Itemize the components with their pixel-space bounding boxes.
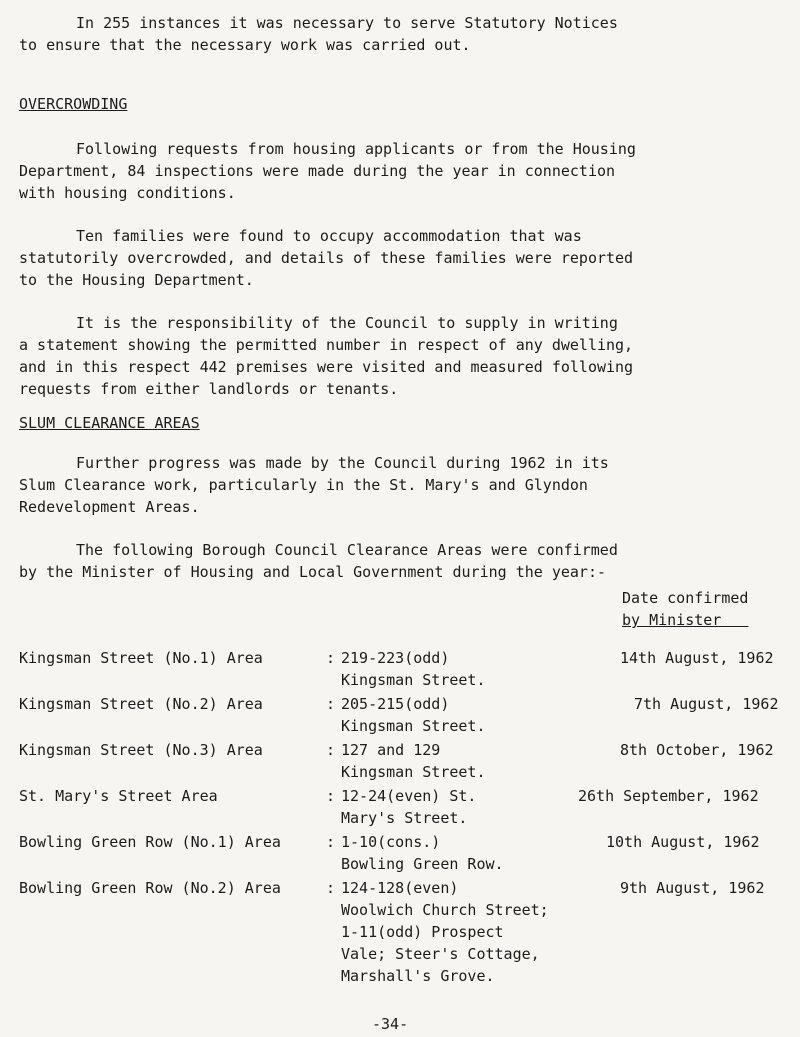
slum-clearance-heading: SLUM CLEARANCE AREAS (19, 414, 200, 432)
separator: : (326, 741, 336, 759)
intro-line-2: to ensure that the necessary work was carried out. (19, 36, 471, 54)
overcrowding-para2-line-1: Ten families were found to occupy accommodation that was (76, 227, 582, 245)
separator: : (326, 879, 336, 897)
overcrowding-para2-line-3: to the Housing Department. (19, 271, 254, 289)
overcrowding-para3-line-3: and in this respect 442 premises were visited and measured following (19, 358, 634, 376)
separator: : (326, 833, 336, 851)
date-confirmed: 10th August, 1962 (606, 833, 760, 851)
date-confirmed: 26th September, 1962 (578, 787, 759, 805)
slum-para1-line-1: Further progress was made by the Council during 1962 in its (76, 454, 609, 472)
property-line: Kingsman Street. (341, 763, 486, 781)
area-name: Bowling Green Row (No.2) Area (19, 879, 281, 897)
area-name: Bowling Green Row (No.1) Area (19, 833, 281, 851)
area-name: Kingsman Street (No.2) Area (19, 695, 263, 713)
property-line: 127 and 129 (341, 741, 441, 759)
date-header-line-2: by Minister (622, 611, 749, 629)
date-confirmed: 9th August, 1962 (620, 879, 765, 897)
property-line: 12-24(even) St. (341, 787, 477, 805)
property-line: Mary's Street. (341, 809, 468, 827)
separator: : (326, 695, 336, 713)
date-confirmed: 7th August, 1962 (634, 695, 779, 713)
area-name: Kingsman Street (No.3) Area (19, 741, 263, 759)
overcrowding-para3-line-2: a statement showing the permitted number in respect of any dwelling, (19, 336, 634, 354)
slum-para2-line-2: by the Minister of Housing and Local Government during the year:- (19, 563, 606, 581)
slum-para1-line-3: Redevelopment Areas. (19, 498, 200, 516)
slum-para2-line-1: The following Borough Council Clearance Areas were confirmed (76, 541, 618, 559)
property-line: Kingsman Street. (341, 717, 486, 735)
overcrowding-para3-line-1: It is the responsibility of the Council to supply in writing (76, 314, 618, 332)
separator: : (326, 649, 336, 667)
page-number: -34- (372, 1015, 409, 1033)
property-line: 1-11(odd) Prospect (341, 923, 504, 941)
property-line: 124-128(even) (341, 879, 459, 897)
property-line: Bowling Green Row. (341, 855, 504, 873)
overcrowding-para2-line-2: statutorily overcrowded, and details of these families were reported (19, 249, 634, 267)
overcrowding-para1-line-3: with housing conditions. (19, 184, 236, 202)
property-line: Woolwich Church Street; (341, 901, 549, 919)
property-line: Marshall's Grove. (341, 967, 495, 985)
date-header-line-1: Date confirmed (622, 589, 749, 607)
slum-para1-line-2: Slum Clearance work, particularly in the St. Mary's and Glyndon (19, 476, 588, 494)
area-name: St. Mary's Street Area (19, 787, 218, 805)
property-line: 205-215(odd) (341, 695, 450, 713)
date-confirmed: 8th October, 1962 (620, 741, 774, 759)
area-name: Kingsman Street (No.1) Area (19, 649, 263, 667)
property-line: 219-223(odd) (341, 649, 450, 667)
overcrowding-para1-line-2: Department, 84 inspections were made during the year in connection (19, 162, 616, 180)
property-line: Kingsman Street. (341, 671, 486, 689)
overcrowding-para1-line-1: Following requests from housing applicants or from the Housing (76, 140, 636, 158)
overcrowding-para3-line-4: requests from either landlords or tenants. (19, 380, 399, 398)
date-confirmed: 14th August, 1962 (620, 649, 774, 667)
property-line: Vale; Steer's Cottage, (341, 945, 540, 963)
intro-line-1: In 255 instances it was necessary to serve Statutory Notices (76, 14, 618, 32)
overcrowding-heading: OVERCROWDING (19, 95, 128, 113)
property-line: 1-10(cons.) (341, 833, 441, 851)
separator: : (326, 787, 336, 805)
